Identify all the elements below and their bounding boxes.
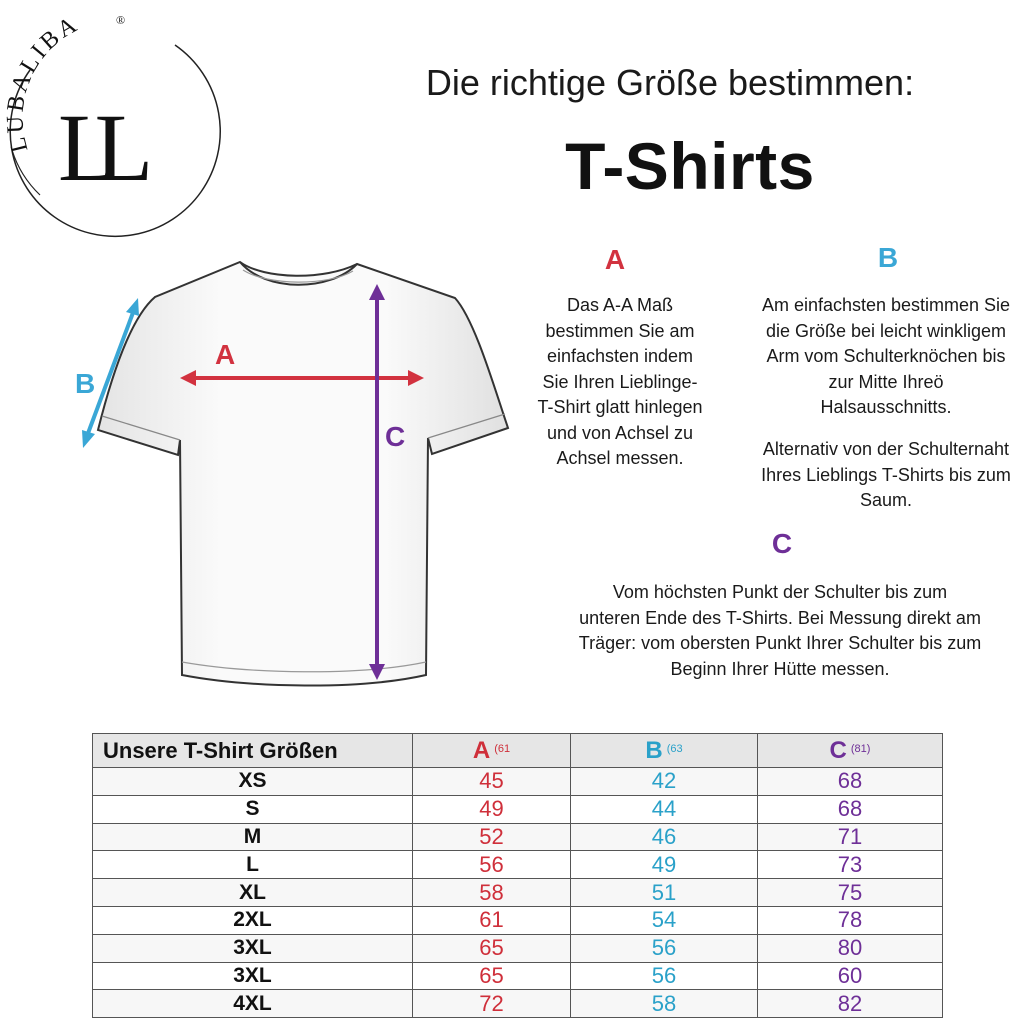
value-a-cell: 65 [413,934,571,962]
table-row [93,795,943,823]
size-cell: 3XL [93,934,413,962]
size-cell: 3XL [93,962,413,990]
size-cell: S [93,795,413,823]
value-a-cell: 72 [413,990,571,1018]
value-a-cell: 52 [413,823,571,851]
brand-name: LUBALIBA [2,10,84,155]
size-cell: 4XL [93,990,413,1018]
table-header-b: B $^{(63}$ [571,734,758,768]
measure-c-label: C [385,421,406,452]
table-row [93,823,943,851]
value-b-cell: 51 [571,879,758,907]
size-cell: L [93,851,413,879]
value-c-cell: 75 [758,879,943,907]
size-table [92,733,943,1018]
value-a-cell: 45 [413,768,571,796]
section-a-heading: A [604,244,626,275]
value-b-cell: 42 [571,768,758,796]
page-title: T-Shirts [565,129,815,203]
tshirt-shape [98,262,508,686]
value-a-cell: 49 [413,795,571,823]
value-a-cell: 58 [413,879,571,907]
section-b-text: Am einfachsten bestimmen Sie die Größe bei leicht winkligem Arm vom Schulterknöchen bis zur Mitte Ihreö Halsausschnitts. [761,295,1011,417]
value-b-cell: 58 [571,990,758,1018]
value-b-cell: 46 [571,823,758,851]
table-header-row [93,734,943,768]
section-b-heading: B [877,242,899,273]
value-a-cell: 56 [413,851,571,879]
value-a-cell: 65 [413,962,571,990]
value-a-cell: 61 [413,906,571,934]
table-row [93,879,943,907]
value-c-cell: 78 [758,906,943,934]
value-b-cell: 54 [571,906,758,934]
value-b-cell: 44 [571,795,758,823]
value-c-cell: 68 [758,768,943,796]
value-b-cell: 56 [571,934,758,962]
value-c-cell: 60 [758,962,943,990]
table-header-a: A $^{(61}$ [413,734,571,768]
value-b-cell: 56 [571,962,758,990]
table-row [93,906,943,934]
measure-a-label: A [215,339,236,370]
tshirt-diagram [60,250,530,700]
table-header-c: C $^{(81)}$ [758,734,943,768]
value-c-cell: 68 [758,795,943,823]
section-b-alt-text: Alternativ von der Schulternaht Ihres Lieblings T-Shirts bis zum Saum. [761,439,1011,510]
section-c-heading: C [771,528,793,559]
size-cell: XL [93,879,413,907]
measure-b-label: B [75,368,96,399]
size-cell: XS [93,768,413,796]
section-c-text: Vom höchsten Punkt der Schulter bis zum unteren Ende des T-Shirts. Bei Messung direkt am Träger: vom obersten Punkt Ihrer Schulter bis zum Beginn Ihrer Hütte messen. [578,582,982,679]
registered-mark: ® [116,13,126,27]
value-c-cell: 82 [758,990,943,1018]
table-row [93,851,943,879]
value-b-cell: 49 [571,851,758,879]
brand-logo [0,0,230,240]
value-c-cell: 73 [758,851,943,879]
table-row [93,962,943,990]
brand-monogram: LL [58,94,132,201]
size-cell: M [93,823,413,851]
table-row [93,768,943,796]
value-c-cell: 80 [758,934,943,962]
value-c-cell: 71 [758,823,943,851]
table-row [93,934,943,962]
table-header-label: Unsere T-Shirt Größen [93,734,413,768]
size-cell: 2XL [93,906,413,934]
section-a-text: Das A-A Maß bestimmen Sie am einfachsten indem Sie Ihren Lieblinge- T-Shirt glatt hinlegen und von Achsel zu Achsel messen. [537,295,703,468]
page-subtitle: Die richtige Größe bestimmen: [425,62,915,103]
table-row [93,990,943,1018]
